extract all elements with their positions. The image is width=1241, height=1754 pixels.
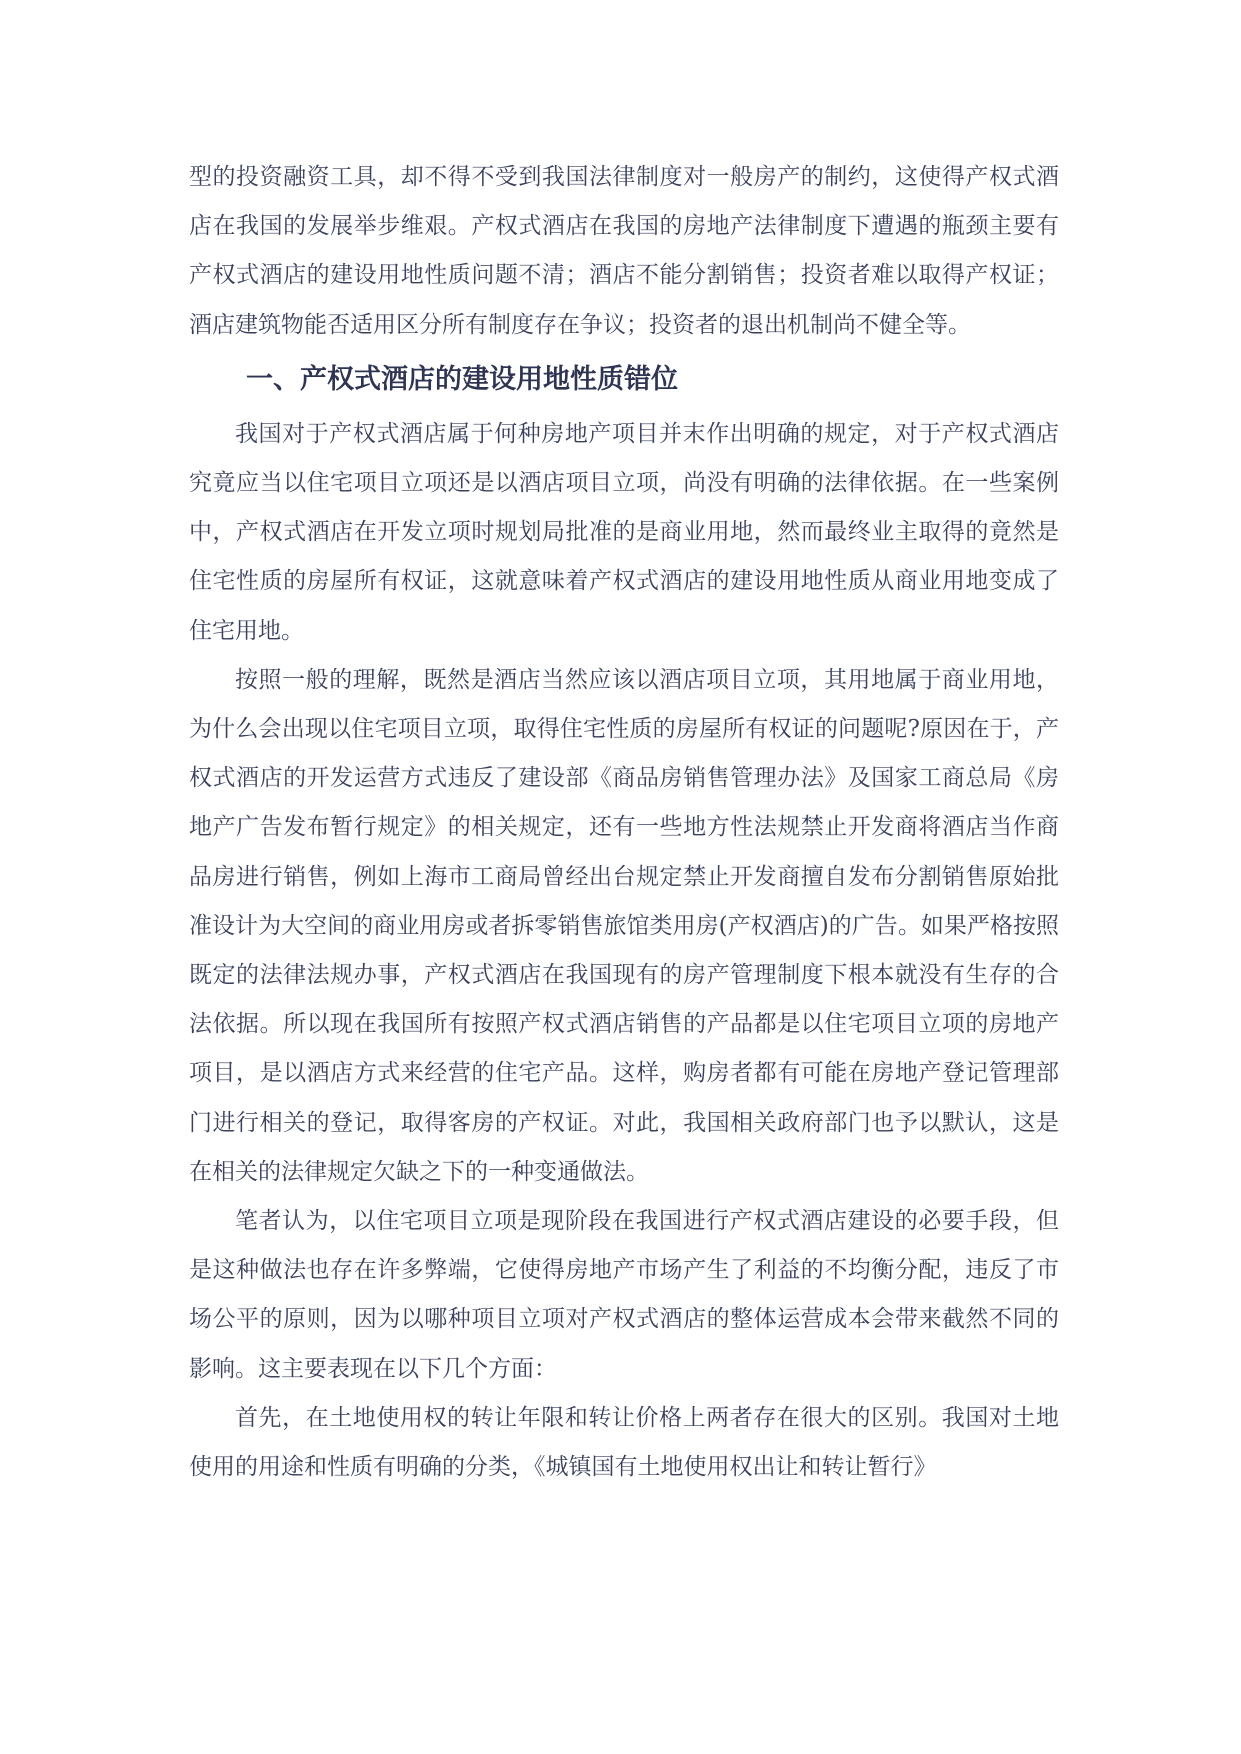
paragraph-2: 按照一般的理解，既然是酒店当然应该以酒店项目立项，其用地属于商业用地，为什么会出现以住宅项目立项，取得住宅性质的房屋所有权证的问题呢?原因在于，产权式酒店的开发运营方式违反了建设部《商品房销售管理办法》及国家工商总局《房地产广告发布暂行规定》的相关规定，还有一些地方性法规禁止开发商将酒店当作商品房进行销售，例如上海市工商局曾经出台规定禁止开发商擅自发布分割销售原始批准设计为大空间的商业用房或者拆零销售旅馆类用房(产权酒店)的广告。如果严格按照既定的法律法规办事，产权式酒店在我国现有的房产管理制度下根本就没有生存的合法依据。所以现在我国所有按照产权式酒店销售的产品都是以住宅项目立项的房地产项目，是以酒店方式来经营的住宅产品。这样，购房者都有可能在房地产登记管理部门进行相关的登记，取得客房的产权证。对此，我国相关政府部门也予以默认，这是在相关的法律规定欠缺之下的一种变通做法。	[189, 666, 1059, 1185]
document-body	[189, 153, 1059, 1492]
paragraph-3: 笔者认为，以住宅项目立项是现阶段在我国进行产权式酒店建设的必要手段，但是这种做法也存在许多弊端，它使得房地产市场产生了利益的不均衡分配，违反了市场公平的原则，因为以哪种项目立项对产权式酒店的整体运营成本会带来截然不同的影响。这主要表现在以下几个方面：	[189, 1208, 1059, 1382]
section-heading: 一、产权式酒店的建设用地性质错位	[246, 363, 678, 395]
paragraph-4: 首先，在土地使用权的转让年限和转让价格上两者存在很大的区别。我国对土地使用的用途和性质有明确的分类，《城镇国有土地使用权出让和转让暂行》	[189, 1404, 1059, 1481]
paragraph-1: 我国对于产权式酒店属于何种房地产项目并末作出明确的规定，对于产权式酒店究竟应当以住宅项目立项还是以酒店项目立项，尚没有明确的法律依据。在一些案例中，产权式酒店在开发立项时规划局批准的是商业用地，然而最终业主取得的竟然是住宅性质的房屋所有权证，这就意味着产权式酒店的建设用地性质从商业用地变成了住宅用地。	[189, 420, 1059, 644]
paragraph-continued: 型的投资融资工具，却不得不受到我国法律制度对一般房产的制约，这使得产权式酒店在我国的发展举步维艰。产权式酒店在我国的房地产法律制度下遭遇的瓶颈主要有产权式酒店的建设用地性质问题不清；酒店不能分割销售；投资者难以取得产权证；酒店建筑物能否适用区分所有制度存在争议；投资者的退出机制尚不健全等。	[189, 164, 1059, 338]
